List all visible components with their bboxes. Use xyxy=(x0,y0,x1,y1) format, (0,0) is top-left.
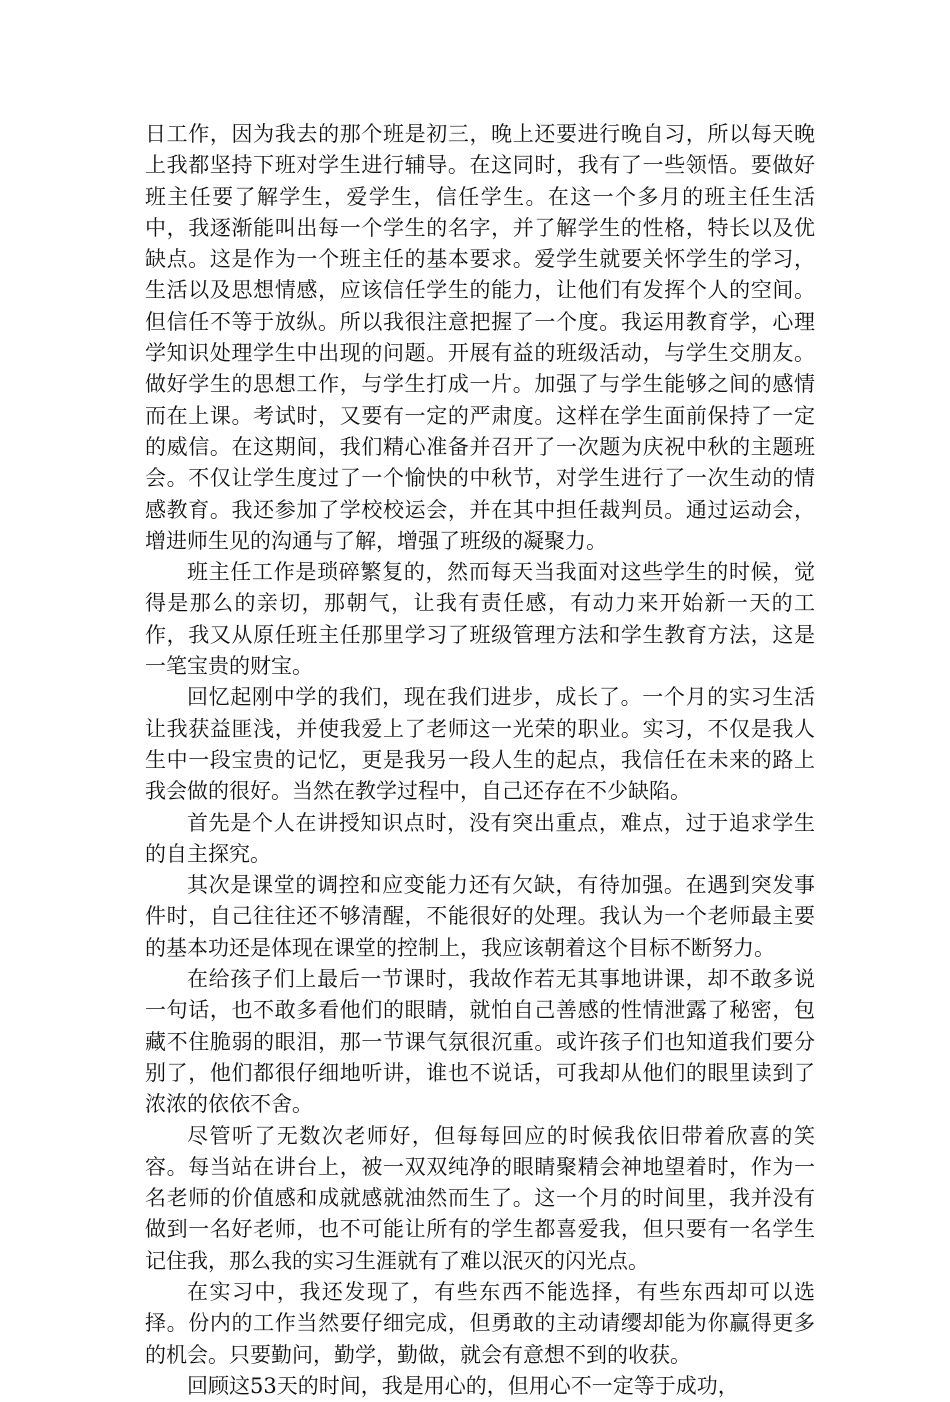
paragraph-6: 在给孩子们上最后一节课时，我故作若无其事地讲课，却不敢多说一句话，也不敢多看他们的眼睛，就怕自己善感的性情泄露了秘密，包藏不住脆弱的眼泪，那一节课气氛很沉重。或许孩子们也知道我们要分别了，他们都很仔细地听讲，谁也不说话，可我却从他们的眼里读到了浓浓的依依不舍。 xyxy=(145,967,815,1117)
paragraph-8: 在实习中，我还发现了，有些东西不能选择，有些东西却可以选择。份内的工作当然要仔细完成，但勇敢的主动请缨却能为你赢得更多的机会。只要勤问，勤学，勤做，就会有意想不到的收获。 xyxy=(145,1279,815,1367)
document-body xyxy=(145,119,815,1402)
paragraph-5: 其次是课堂的调控和应变能力还有欠缺，有待加强。在遇到突发事件时，自己往往还不够清醒，不能很好的处理。我认为一个老师最主要的基本功还是体现在课堂的控制上，我应该朝着这个目标不断努力。 xyxy=(145,873,815,960)
paragraph-1: 日工作，因为我去的那个班是初三，晚上还要进行晚自习，所以每天晚上我都坚持下班对学生进行辅导。在这同时，我有了一些领悟。要做好班主任要了解学生，爱学生，信任学生。在这一个多月的班主任生活中，我逐渐能叫出每一个学生的名字，并了解学生的性格，特长以及优缺点。这是作为一个班主任的基本要求。爱学生就要关怀学生的学习，生活以及思想情感，应该信任学生的能力，让他们有发挥个人的空间。但信任不等于放纵。所以我很注意把握了一个度。我运用教育学，心理学知识处理学生中出现的问题。开展有益的班级活动，与学生交朋友。做好学生的思想工作，与学生打成一片。加强了与学生能够之间的感情而在上课。考试时，又要有一定的严肃度。这样在学生面前保持了一定的威信。在这期间，我们精心准备并召开了一次题为庆祝中秋的主题班会。不仅让学生度过了一个愉快的中秋节，对学生进行了一次生动的情感教育。我还参加了学校校运会，并在其中担任裁判员。通过运动会，增进师生见的沟通与了解，增强了班级的凝聚力。 xyxy=(145,122,815,553)
paragraph-7: 尽管听了无数次老师好，但每每回应的时候我依旧带着欣喜的笑容。每当站在讲台上，被一双双纯净的眼睛聚精会神地望着时，作为一名老师的价值感和成就感就油然而生了。这一个月的时间里，我并没有做到一名好老师，也不可能让所有的学生都喜爱我，但只要有一名学生记住我，那么我的实习生涯就有了难以泯灭的闪光点。 xyxy=(145,1123,815,1273)
paragraph-3: 回忆起刚中学的我们，现在我们进步，成长了。一个月的实习生活让我获益匪浅，并使我爱上了老师这一光荣的职业。实习，不仅是我人生中一段宝贵的记忆，更是我另一段人生的起点，我信任在未来的路上我会做的很好。当然在教学过程中，自己还存在不少缺陷。 xyxy=(145,685,815,804)
paragraph-4: 首先是个人在讲授知识点时，没有突出重点，难点，过于追求学生的自主探究。 xyxy=(145,810,815,866)
paragraph-9: 回顾这53天的时间，我是用心的，但用心不一定等于成功， xyxy=(187,1373,739,1398)
paragraph-2: 班主任工作是琐碎繁复的，然而每天当我面对这些学生的时候，觉得是那么的亲切，那朝气，让我有责任感，有动力来开始新一天的工作，我又从原任班主任那里学习了班级管理方法和学生教育方法，这是一笔宝贵的财宝。 xyxy=(145,560,815,679)
